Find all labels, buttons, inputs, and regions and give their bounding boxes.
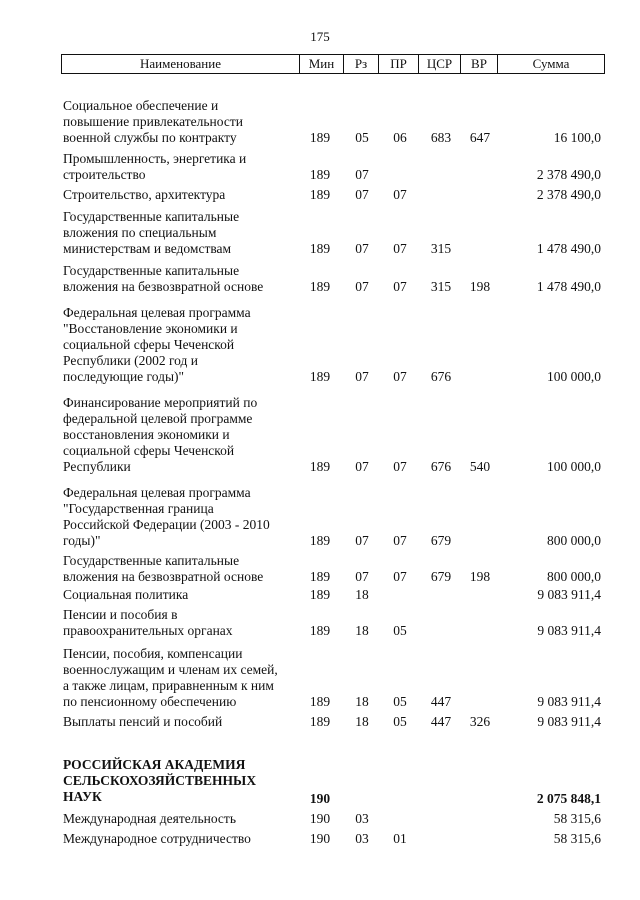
cell-sum: 9 083 911,4	[537, 623, 601, 638]
cell-min: 189	[309, 459, 331, 474]
cell-csr: 315	[430, 241, 452, 256]
cell-pr: 07	[393, 241, 407, 256]
row-name: РОССИЙСКАЯ АКАДЕМИЯ СЕЛЬСКОХОЗЯЙСТВЕННЫХ НАУК	[63, 757, 257, 804]
row-name: Международная деятельность	[63, 811, 236, 826]
table-header	[61, 54, 605, 74]
cell-vr: 198	[469, 279, 491, 294]
cell-sum: 800 000,0	[547, 569, 601, 584]
row-name: Строительство, архитектура	[63, 187, 226, 202]
cell-pr: 07	[393, 279, 407, 294]
cell-pr: 07	[393, 369, 407, 384]
cell-vr: 540	[469, 459, 491, 474]
cell-pr: 07	[393, 187, 407, 202]
cell-min: 189	[309, 241, 331, 256]
cell-sum: 9 083 911,4	[537, 587, 601, 602]
cell-sum: 9 083 911,4	[537, 694, 601, 709]
cell-csr: 447	[430, 694, 452, 709]
cell-rz: 18	[355, 587, 369, 602]
cell-pr: 01	[393, 831, 407, 846]
cell-min: 189	[309, 714, 331, 729]
row-name: Федеральная целевая программа "Государственная граница Российской Федерации (2003 - 2010 годы)"	[63, 485, 270, 548]
cell-pr: 05	[393, 623, 407, 638]
cell-csr: 679	[430, 569, 452, 584]
cell-pr: 06	[393, 130, 407, 145]
cell-rz: 18	[355, 623, 369, 638]
cell-sum: 2 378 490,0	[536, 167, 601, 182]
cell-csr: 676	[430, 459, 452, 474]
row-name: Федеральная целевая программа "Восстановление экономики и социальной сферы Чеченской Республики (2002 год и последующие годы)"	[63, 305, 251, 384]
cell-vr: 198	[469, 569, 491, 584]
row-name: Пенсии, пособия, компенсации военнослужащим и членам их семей, а также лицам, приравненным к ним по пенсионному обеспечению	[63, 646, 278, 709]
cell-min: 190	[309, 831, 331, 846]
cell-vr: 326	[469, 714, 491, 729]
page-number: 175	[310, 29, 330, 44]
cell-min: 189	[309, 569, 331, 584]
cell-min: 189	[309, 533, 331, 548]
cell-rz: 03	[355, 831, 369, 846]
cell-sum: 800 000,0	[547, 533, 601, 548]
cell-sum: 100 000,0	[547, 369, 601, 384]
cell-min: 190	[309, 791, 331, 806]
header-name: Наименование	[140, 56, 221, 71]
cell-sum: 9 083 911,4	[537, 714, 601, 729]
cell-pr: 07	[393, 533, 407, 548]
cell-min: 189	[309, 187, 331, 202]
row-name: Пенсии и пособия в правоохранительных органах	[63, 607, 233, 638]
cell-rz: 07	[355, 187, 369, 202]
cell-sum: 100 000,0	[547, 459, 601, 474]
cell-min: 189	[309, 167, 331, 182]
cell-sum: 2 378 490,0	[536, 187, 601, 202]
cell-rz: 07	[355, 569, 369, 584]
cell-min: 189	[309, 279, 331, 294]
cell-pr: 05	[393, 694, 407, 709]
cell-rz: 07	[355, 459, 369, 474]
cell-sum: 16 100,0	[553, 130, 601, 145]
cell-rz: 05	[355, 130, 369, 145]
cell-vr: 647	[469, 130, 491, 145]
header-sum: Сумма	[497, 55, 604, 73]
cell-sum: 58 315,6	[553, 831, 601, 846]
row-name: Социальная политика	[63, 587, 189, 602]
cell-pr: 07	[393, 569, 407, 584]
cell-csr: 315	[430, 279, 452, 294]
row-name: Промышленность, энергетика и строительство	[63, 151, 247, 182]
row-name: Финансирование мероприятий по федеральной целевой программе восстановления экономики и социальной сферы Чеченской Республики	[63, 395, 258, 474]
cell-rz: 07	[355, 167, 369, 182]
cell-sum: 58 315,6	[553, 811, 601, 826]
row-name: Социальное обеспечение и повышение привлекательности военной службы по контракту	[63, 98, 243, 145]
row-name: Государственные капитальные вложения по специальным министерствам и ведомствам	[63, 209, 240, 256]
cell-sum: 1 478 490,0	[536, 279, 601, 294]
header-csr: ЦСР	[418, 55, 460, 73]
cell-rz: 18	[355, 694, 369, 709]
cell-min: 189	[309, 369, 331, 384]
cell-min: 189	[309, 694, 331, 709]
cell-rz: 07	[355, 279, 369, 294]
cell-min: 189	[309, 623, 331, 638]
cell-min: 190	[309, 811, 331, 826]
header-min: Мин	[299, 55, 343, 73]
header-rz: Рз	[343, 55, 378, 73]
cell-csr: 683	[430, 130, 452, 145]
cell-pr: 07	[393, 459, 407, 474]
cell-rz: 18	[355, 714, 369, 729]
cell-min: 189	[309, 130, 331, 145]
cell-rz: 07	[355, 241, 369, 256]
cell-csr: 676	[430, 369, 452, 384]
cell-csr: 679	[430, 533, 452, 548]
row-name: Международное сотрудничество	[63, 831, 251, 846]
cell-sum: 1 478 490,0	[536, 241, 601, 256]
cell-csr: 447	[430, 714, 452, 729]
header-pr: ПР	[378, 55, 418, 73]
cell-sum: 2 075 848,1	[536, 791, 601, 806]
cell-min: 189	[309, 587, 331, 602]
cell-rz: 07	[355, 369, 369, 384]
header-vr: ВР	[460, 55, 497, 73]
cell-pr: 05	[393, 714, 407, 729]
row-name: Государственные капитальные вложения на безвозвратной основе	[63, 263, 264, 294]
cell-rz: 03	[355, 811, 369, 826]
row-name: Выплаты пенсий и пособий	[63, 714, 223, 729]
cell-rz: 07	[355, 533, 369, 548]
row-name: Государственные капитальные вложения на безвозвратной основе	[63, 553, 264, 584]
